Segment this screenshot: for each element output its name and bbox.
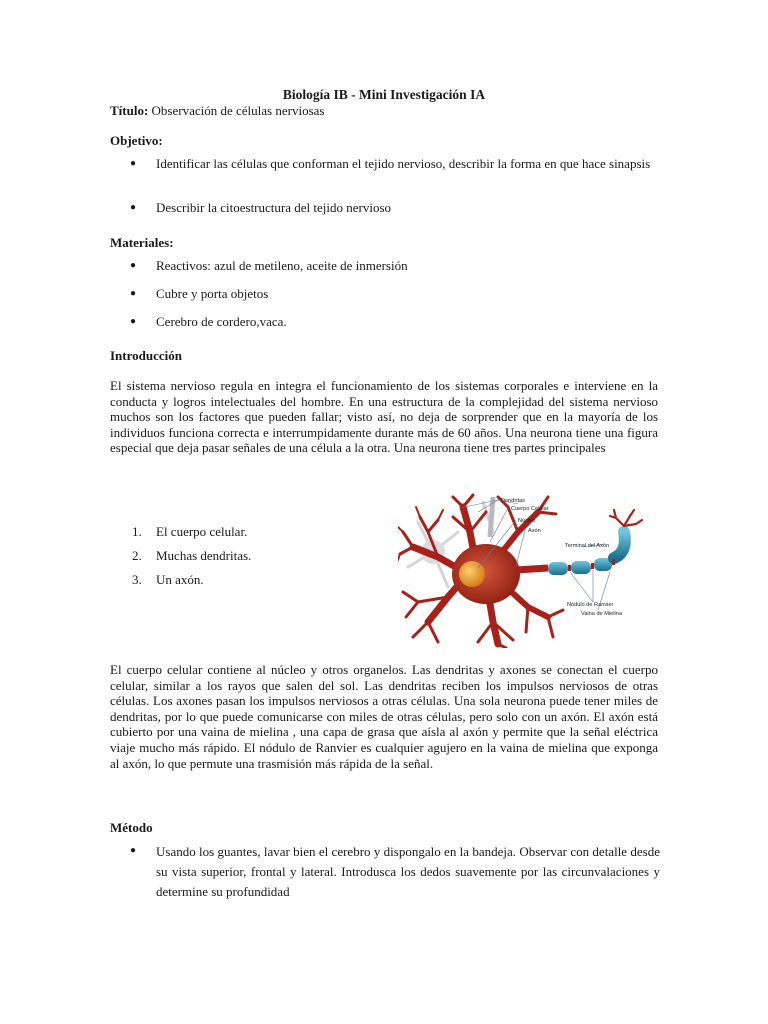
introduccion-paragraph-1: El sistema nervioso regula en integra el funcionamiento de los sistemas corporales e interviene en la conducta y logros intelectuales del hombre. En una estructura de la complejidad del sistema nervioso muchos son los factores que pueden fallar; visto así, no deja de sorprender que en la mayoría de los individuos funciona correcta e interrumpidamente durante más de 60 años. Una neurona tiene una figura especial que deja pasar señales de una célula a la otra. Una neurona tiene tres partes principales — [110, 378, 658, 456]
materiales-heading: Materiales: — [110, 235, 174, 250]
bullet-icon: ● — [130, 316, 137, 327]
bullet-icon: ● — [130, 845, 137, 856]
introduccion-heading: Introducción — [110, 348, 182, 363]
titulo-value: Observación de células nerviosas — [151, 103, 325, 118]
item-number: 1. — [132, 524, 142, 539]
titulo-label: Título: — [110, 103, 149, 118]
objetivo-item-text: Describir la citoestructura del tejido nervioso — [156, 200, 392, 215]
neuron-diagram — [398, 492, 658, 648]
item-text: Un axón. — [156, 572, 204, 587]
metodo-item-text: Usando los guantes, lavar bien el cerebro y dispongalo en la bandeja. Observar con detalle desde su vista superior, frontal y lateral. Introdusca los dedos suavemente por las circunvalaciones y determine su profundidad — [156, 844, 660, 899]
label-cuerpo-celular: Cuerpo Celular — [511, 506, 549, 512]
label-nucleo: Núcleo — [518, 518, 536, 524]
nucleus — [459, 561, 485, 587]
bullet-icon: ● — [130, 202, 137, 213]
bullet-icon: ● — [130, 288, 137, 299]
materiales-item-text: Cubre y porta objetos — [156, 286, 269, 301]
titulo-line — [110, 103, 324, 119]
axon-hillock — [516, 568, 548, 570]
objetivo-item-text: Identificar las células que conforman el tejido nervioso, describir la forma en que hace sinapsis — [156, 156, 651, 171]
item-text: El cuerpo celular. — [156, 524, 248, 539]
materiales-item-text: Reactivos: azul de metileno, aceite de inmersión — [156, 258, 408, 273]
item-number: 2. — [132, 548, 142, 563]
bullet-icon: ● — [130, 260, 137, 271]
neuron-svg — [398, 492, 658, 648]
label-terminal-axon: Terminal del Axón — [565, 543, 610, 549]
label-axon: Axón — [528, 528, 541, 534]
introduccion-paragraph-2: El cuerpo celular contiene al núcleo y otros organelos. Las dendritas y axones se conectan el cuerpo celular, similar a los rayos que salen del sol. Las dendritas reciben los impulsos nerviosos de otras células. Los axones pasan los impulsos nerviosos a otras células. Una sola neurona puede tener miles de dendritas, por lo que puede comunicarse con miles de otras células, pero solo con un axón. El axón está cubierto por una vaina de mielina , una capa de grasa que aísla al axón y permite que la señal eléctrica viaje mucho más rápido. El nódulo de Ranvier es cualquier agujero en la vaina de mielina que exponga al axón, lo que permute una trasmisión más rápida de la señal. — [110, 662, 658, 771]
objetivo-heading: Objetivo: — [110, 133, 163, 148]
label-dendritas: Dendritas — [501, 498, 525, 504]
label-nodulo-ranvier: Nódulo de Ranvier — [567, 602, 614, 608]
item-number: 3. — [132, 572, 142, 587]
materiales-item-text: Cerebro de cordero,vaca. — [156, 314, 287, 329]
document-title: Biología IB - Mini Investigación IA — [282, 87, 486, 102]
label-vaina-mielina: Vaina de Mielina — [581, 611, 622, 617]
metodo-heading: Método — [110, 820, 153, 835]
bullet-icon: ● — [130, 158, 137, 169]
item-text: Muchas dendritas. — [156, 548, 252, 563]
